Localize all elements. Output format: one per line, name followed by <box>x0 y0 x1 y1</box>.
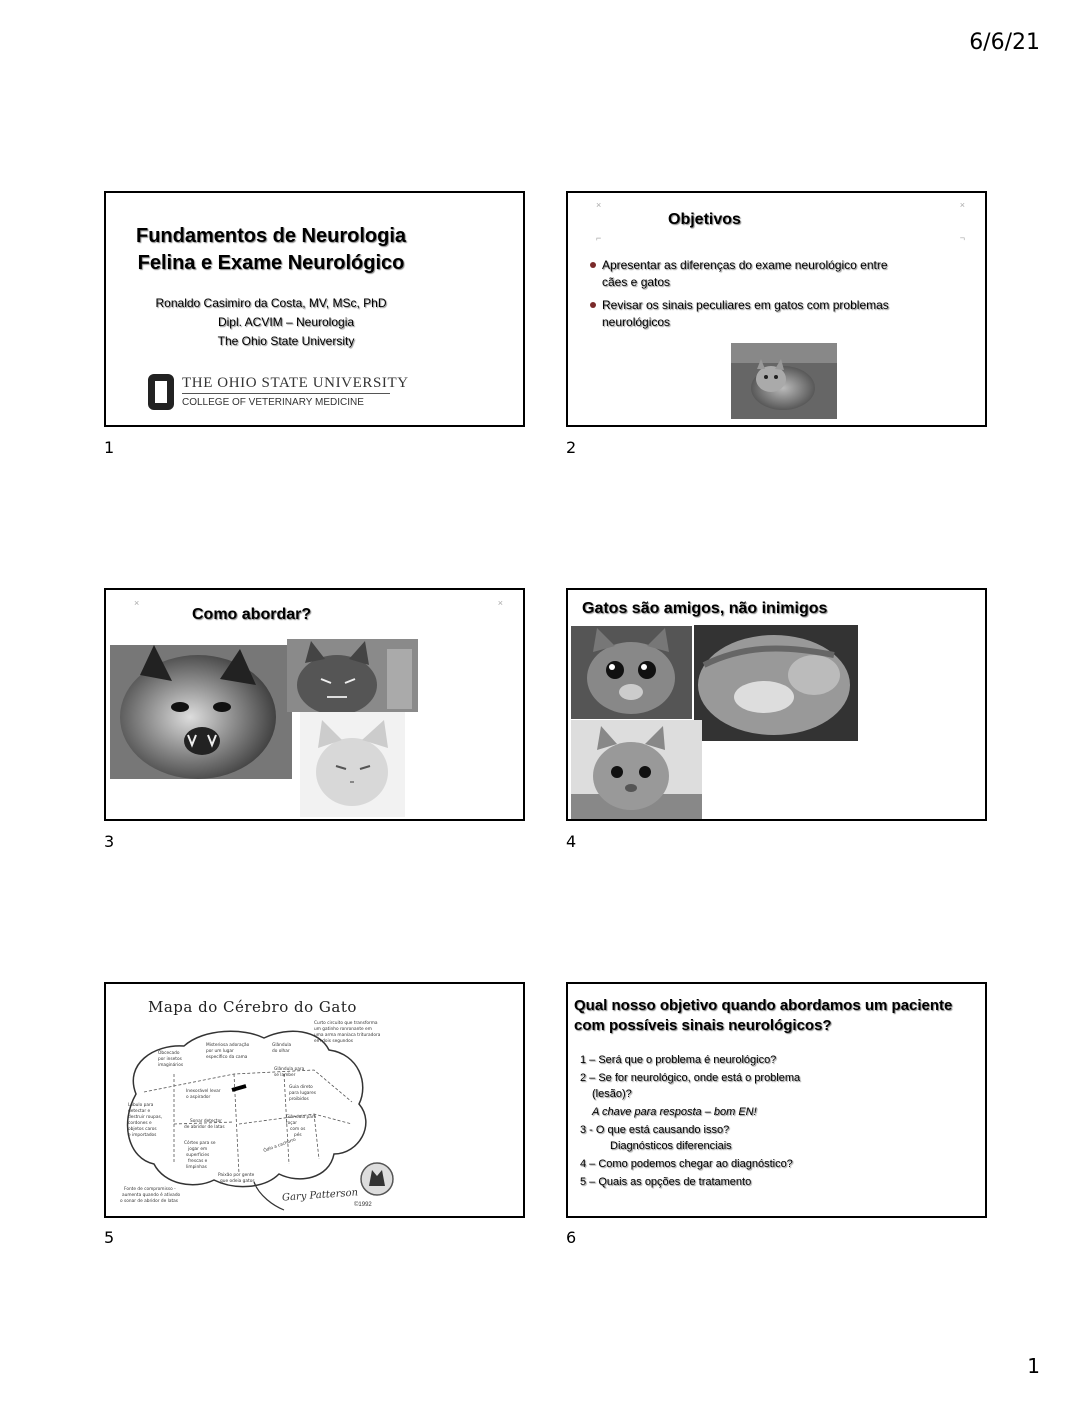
brain-region-label: proibidos <box>289 1097 309 1102</box>
slide-4 <box>566 588 987 821</box>
slide-5 <box>104 982 525 1218</box>
corner-mark-icon: ⌐ <box>596 233 602 243</box>
list-item: 5 – Quais as opções de tratamento <box>580 1176 752 1188</box>
brain-region-label: Lóbulo para <box>128 1103 154 1108</box>
brain-region-label: um gatinho ronronante em <box>314 1027 372 1032</box>
slide-3-number: 3 <box>104 832 115 851</box>
brain-region-label: do olhar <box>272 1049 290 1054</box>
brain-region-label: em dois segundos <box>314 1039 354 1044</box>
brain-region-label: Guia direto <box>289 1085 313 1090</box>
slide-6 <box>566 982 987 1218</box>
corner-mark-icon: ¬ <box>959 233 965 243</box>
brain-region-label: aumenta quando é ativado <box>122 1193 181 1198</box>
slide-5-number: 5 <box>104 1228 115 1247</box>
slide-1 <box>104 191 525 427</box>
list-item: (lesão)? <box>592 1088 632 1100</box>
corner-mark-icon: × <box>959 200 965 210</box>
corner-mark-icon: × <box>134 598 140 608</box>
brain-region-label: Glândula para <box>286 1115 317 1120</box>
brain-region-label: destruir roupas, <box>128 1115 163 1120</box>
slide-1-title <box>106 223 436 277</box>
brain-region-label: por insetos <box>158 1057 182 1062</box>
page-number: 1 <box>1027 1354 1040 1378</box>
brain-region-label: Inexorável levar <box>186 1089 221 1094</box>
brain-region-label: Fonte de compromisso - <box>124 1187 176 1192</box>
bullet-item: Revisar os sinais peculiares em gatos com problemas neurológicos <box>590 297 890 331</box>
list-item: 1 – Será que o problema é neurológico? <box>580 1054 777 1066</box>
slide-4-title: Gatos são amigos, não inimigos <box>582 600 828 617</box>
brain-region-label: Misteriosa adoração <box>206 1043 250 1048</box>
cat-photo <box>731 343 837 419</box>
slide-3-title: Como abordar? <box>192 606 312 623</box>
artist-year: ©1992 <box>354 1202 372 1208</box>
list-item: 2 – Se for neurológico, onde está o problema <box>580 1072 801 1084</box>
slide-6-list <box>580 1052 910 1192</box>
slide-2-title: Objetivos <box>668 211 741 228</box>
osu-logo-college: COLLEGE OF VETERINARY MEDICINE <box>182 397 364 408</box>
brain-region-label: Obcecado <box>158 1051 180 1056</box>
kitten-big-eyes-photo <box>571 626 692 719</box>
brain-region-label: o aspirador <box>186 1095 211 1100</box>
brain-region-label: por um lugar <box>206 1049 234 1054</box>
brain-region-label: roçar <box>286 1121 298 1126</box>
brain-region-label: jogar em <box>188 1147 208 1152</box>
brain-region-label: objetos caros <box>128 1127 157 1132</box>
fluffy-kitten-photo <box>571 720 702 819</box>
brain-region-label: se lamber <box>274 1073 296 1078</box>
brain-region-label: e importados <box>128 1133 157 1138</box>
slide-2 <box>566 191 987 427</box>
page-date: 6/6/21 <box>969 30 1040 55</box>
corner-mark-icon: × <box>497 598 503 608</box>
brain-region-label: Ódio a cachorro <box>262 1137 297 1154</box>
brain-region-label: de abridor de latas <box>184 1125 225 1130</box>
brain-region-label: Córtex para se <box>184 1141 216 1146</box>
list-item: Diagnósticos diferenciais <box>610 1140 732 1152</box>
author-name: Ronaldo Casimiro da Costa, MV, MSc, PhD <box>155 296 387 310</box>
brain-region-label: pés <box>294 1133 302 1138</box>
brain-region-label: detectar e <box>128 1109 151 1114</box>
brain-region-label: cordones e <box>128 1121 152 1126</box>
slide-2-bullets <box>590 257 890 337</box>
slide-1-title-line1: Fundamentos de Neurologia <box>135 225 407 247</box>
brain-region-label: Glândula para <box>274 1067 305 1072</box>
author-institution: The Ohio State University <box>217 334 355 348</box>
sleeping-cats-photo <box>694 625 858 741</box>
osu-logo-name: THE OHIO STATE UNIVERSITY <box>182 375 409 391</box>
osu-logo-rule <box>182 393 390 394</box>
brain-region-label: o sonar de abridor de latas <box>120 1199 179 1204</box>
slide-5-title: Mapa do Cérebro do Gato <box>148 998 357 1016</box>
brain-region-label: uma arma maníaca trituradora <box>314 1033 381 1038</box>
bullet-item: Apresentar as diferenças do exame neurológico entre cães e gatos <box>590 257 890 291</box>
brain-region-label: específico da cama <box>206 1055 248 1060</box>
slide-1-title-line2: Felina e Exame Neurológico <box>137 252 405 274</box>
white-cat-photo <box>300 712 405 817</box>
corner-mark-icon: × <box>596 200 602 210</box>
brain-region-label: Curto circuito que transforma <box>314 1021 378 1026</box>
slide-3 <box>104 588 525 821</box>
brain-region-label: limpinhas <box>186 1165 207 1170</box>
brain-region-label: frescas e <box>188 1159 208 1164</box>
slide-6-title: Qual nosso objetivo quando abordamos um paciente com possíveis sinais neurológicos? <box>574 997 953 1034</box>
osu-logo <box>148 373 409 413</box>
brain-region-label: que odeia gatos <box>220 1179 255 1184</box>
slide-1-number: 1 <box>104 438 115 457</box>
slide-4-number: 4 <box>566 832 577 851</box>
angry-cat-photo <box>287 639 418 712</box>
list-item: A chave para resposta – bom EN! <box>592 1106 757 1118</box>
brain-region-label: Paixão por gente <box>218 1173 255 1178</box>
brain-region-label: para lugares <box>289 1091 316 1096</box>
brain-region-label: com os <box>290 1127 306 1132</box>
brain-region-label: Glândula <box>272 1043 292 1048</box>
slide-2-number: 2 <box>566 438 577 457</box>
list-item: 4 – Como podemos chegar ao diagnóstico? <box>580 1158 793 1170</box>
author-credential: Dipl. ACVIM – Neurologia <box>217 315 355 329</box>
list-item: 3 - O que está causando isso? <box>580 1124 730 1136</box>
brain-region-label: superfícies <box>186 1153 210 1158</box>
hissing-cat-photo <box>110 645 292 779</box>
slide-6-number: 6 <box>566 1228 577 1247</box>
brain-region-label: Sonar detector <box>190 1119 222 1124</box>
cat-seal-icon <box>360 1162 394 1196</box>
osu-block-o-icon <box>148 374 174 410</box>
artist-signature: Gary Patterson <box>281 1187 359 1204</box>
brain-region-label: imaginários <box>158 1063 184 1068</box>
slide-1-author <box>106 294 436 351</box>
